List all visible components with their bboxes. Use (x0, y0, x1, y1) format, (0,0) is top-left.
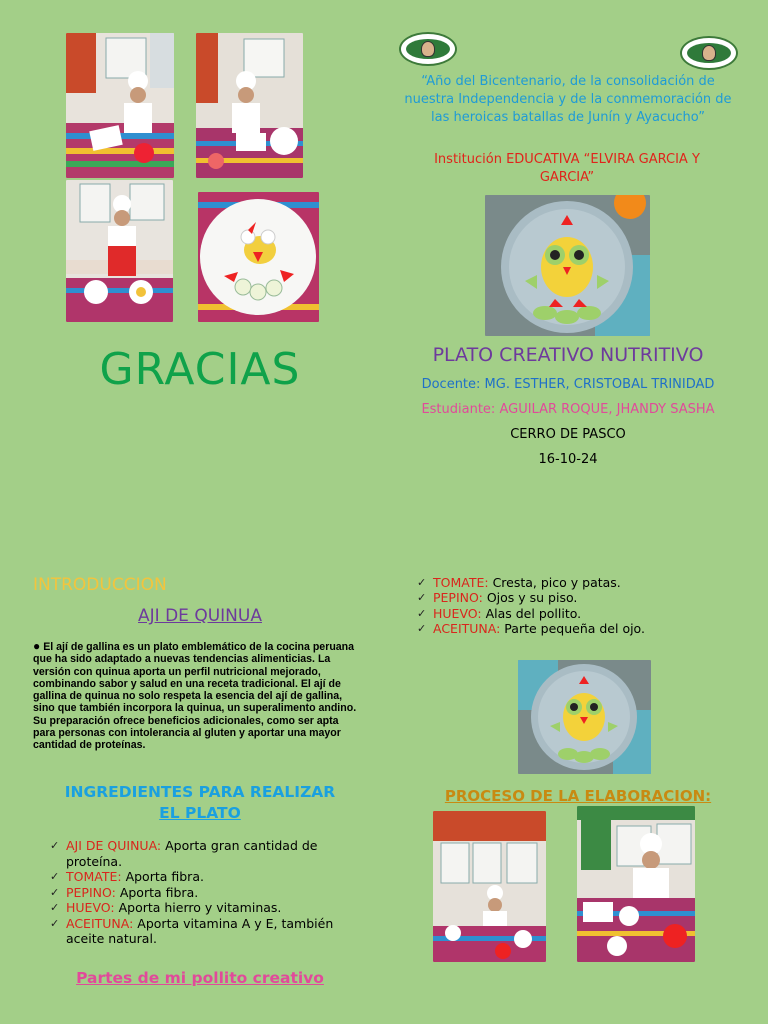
estudiante-line (395, 402, 741, 417)
estudiante-name: AGUILAR ROQUE, JHANDY SASHA (499, 402, 715, 417)
photo-chick-dish-small (518, 660, 651, 774)
ingredients-heading (30, 782, 370, 824)
list-item: ✓ PEPINO: Aporta fibra. (50, 885, 350, 901)
list-item: ✓ AJI DE QUINUA: Aporta gran cantidad de proteína. (50, 838, 350, 869)
intro-paragraph-block (33, 640, 363, 752)
school-seal-right (680, 36, 738, 70)
ingredients-list (50, 838, 350, 947)
intro-paragraph: El ají de gallina es un plato emblemático de la cocina peruana que ha sido adaptado a nuevas tendencias alimenticias. La versión con quinua aporta un perfil nutricional mejorado, combinando sabor y salud en una receta tradicional. El ají de gallina de quinua no solo respeta la esencia del ají de gallina, sino que también incorpora la quinua, un superalimento andino. Su preparación ofrece beneficios adicionales, como ser apta para personas con intolerancia al gluten y aportar una mayor cantidad de proteínas. (33, 641, 357, 752)
photo-child-cooking-1 (66, 33, 174, 178)
photo-child-cooking-2 (196, 33, 303, 178)
process-heading: PROCESO DE LA ELABORACION: (444, 787, 712, 805)
list-item: ✓ ACEITUNA: Aporta vitamina A y E, también aceite natural. (50, 916, 350, 947)
photo-chick-dish-main (485, 195, 650, 336)
institution-name: Institución EDUCATIVA “ELVIRA GARCIA Y GARCIA” (434, 152, 700, 185)
list-item: ✓ HUEVO: Alas del pollito. (417, 606, 737, 621)
docente-label: Docente: (421, 377, 481, 392)
photo-chick-plate-closeup (198, 192, 319, 322)
photo-process-2 (577, 806, 695, 962)
list-item: ✓ HUEVO: Aporta hierro y vitaminas. (50, 900, 350, 916)
motto-text: “Año del Bicentenario, de la consolidación de nuestra Independencia y de la conmemoración de las heroicas batallas de Junín y Ayacucho” (404, 74, 732, 125)
ingredients-heading-line2: EL PLATO (159, 804, 241, 822)
bullet-dot: ● (33, 639, 41, 653)
estudiante-label: Estudiante: (421, 402, 496, 417)
list-item: ✓ ACEITUNA: Parte pequeña del ojo. (417, 621, 737, 636)
docente-line (395, 377, 741, 392)
list-item: ✓ TOMATE: Aporta fibra. (50, 869, 350, 885)
intro-heading: INTRODUCCION (33, 575, 167, 595)
date-text: 16-10-24 (538, 452, 598, 467)
city-text: CERRO DE PASCO (510, 427, 626, 442)
photo-process-1 (433, 811, 546, 962)
cover-title: PLATO CREATIVO NUTRITIVO (432, 344, 704, 366)
docente-name: MG. ESTHER, CRISTOBAL TRINIDAD (484, 377, 715, 392)
parts-heading: Partes de mi pollito creativo (76, 969, 324, 987)
intro-dish-title: AJI DE QUINUA (138, 606, 262, 626)
photo-child-standing (66, 180, 173, 322)
parts-list (417, 575, 737, 636)
list-item: ✓ TOMATE: Cresta, pico y patas. (417, 575, 737, 590)
thanks-text: GRACIAS (99, 344, 301, 395)
list-item: ✓ PEPINO: Ojos y su piso. (417, 590, 737, 605)
ingredients-heading-line1: INGREDIENTES PARA REALIZAR (64, 783, 336, 801)
school-seal-left (399, 32, 457, 66)
